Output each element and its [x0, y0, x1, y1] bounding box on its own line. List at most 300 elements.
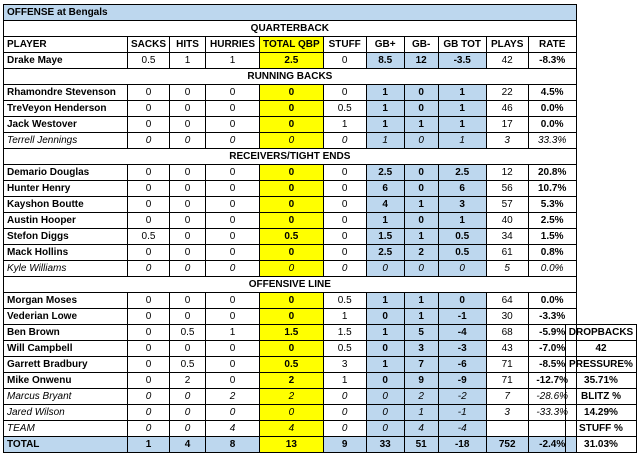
- player-cell: Ben Brown: [4, 325, 128, 341]
- gb-plus-cell: 1: [366, 357, 404, 373]
- player-cell: Will Campbell: [4, 341, 128, 357]
- rate-cell: -12.7%: [528, 373, 576, 389]
- player-row: [4, 293, 577, 309]
- hits-cell: 0: [170, 421, 206, 437]
- plays-cell: 5: [486, 261, 528, 277]
- plays-cell: 30: [486, 309, 528, 325]
- total-qbp-cell: 0: [260, 213, 324, 229]
- plays-cell: 71: [486, 373, 528, 389]
- player-row: [4, 389, 577, 405]
- column-header: PLAYS: [486, 37, 528, 53]
- player-cell: Kayshon Boutte: [4, 197, 128, 213]
- sacks-cell: 0: [128, 245, 170, 261]
- rate-cell: 0.0%: [528, 117, 576, 133]
- total-qbp-cell: 2: [260, 389, 324, 405]
- gb-total-cell: 0.5: [438, 245, 486, 261]
- stuff-cell: 0: [323, 85, 366, 101]
- player-cell: Marcus Bryant: [4, 389, 128, 405]
- stuff-cell: 0.5: [323, 341, 366, 357]
- gb-minus-cell: 1: [404, 197, 438, 213]
- gb-total-cell: -3: [438, 341, 486, 357]
- rate-cell: 0.0%: [528, 101, 576, 117]
- gb-total-cell: 0: [438, 293, 486, 309]
- column-header: SACKS: [128, 37, 170, 53]
- player-row: [4, 181, 577, 197]
- sacks-cell: 0: [128, 117, 170, 133]
- player-cell: Mack Hollins: [4, 245, 128, 261]
- sacks-cell: 0: [128, 165, 170, 181]
- column-header: HURRIES: [206, 37, 260, 53]
- section-title: RECEIVERS/TIGHT ENDS: [4, 149, 577, 165]
- hurries-cell: 1: [206, 325, 260, 341]
- gb-minus-cell: 0: [404, 261, 438, 277]
- player-cell: Morgan Moses: [4, 293, 128, 309]
- summary-label: PRESSURE%: [566, 357, 637, 373]
- plays-cell: 57: [486, 197, 528, 213]
- gb-total-cell: 1: [438, 213, 486, 229]
- gb-minus-cell: 0: [404, 213, 438, 229]
- player-row: [4, 229, 577, 245]
- player-row: [4, 53, 577, 69]
- hits-cell: 0: [170, 213, 206, 229]
- rate-cell: 1.5%: [528, 229, 576, 245]
- hurries-cell: 0: [206, 341, 260, 357]
- sacks-cell: 0: [128, 373, 170, 389]
- rate-cell: 0.8%: [528, 245, 576, 261]
- player-row: [4, 197, 577, 213]
- total-qbp-cell: 0: [260, 133, 324, 149]
- gb-minus-cell: 1: [404, 405, 438, 421]
- sacks-cell: 0: [128, 197, 170, 213]
- stuff-cell: 0: [323, 261, 366, 277]
- gb-total-cell: -2: [438, 389, 486, 405]
- hits-cell: 0: [170, 181, 206, 197]
- total-qbp-cell: 0: [260, 405, 324, 421]
- gb-minus-cell: 1: [404, 117, 438, 133]
- gb-plus-cell: 2.5: [366, 245, 404, 261]
- total-qbp-cell: 0: [260, 181, 324, 197]
- section-header-row: [4, 149, 577, 165]
- total-qbp-cell: 0: [260, 165, 324, 181]
- gb-plus-cell: 1: [366, 293, 404, 309]
- hurries-cell: 0: [206, 357, 260, 373]
- stuff-cell: 3: [323, 357, 366, 373]
- rate-cell: 33.3%: [528, 133, 576, 149]
- gb-minus-cell: 0: [404, 85, 438, 101]
- gb-minus-cell: 2: [404, 389, 438, 405]
- player-cell: Kyle Williams: [4, 261, 128, 277]
- rate-cell: 0.0%: [528, 261, 576, 277]
- hits-cell: 0: [170, 293, 206, 309]
- player-cell: Hunter Henry: [4, 181, 128, 197]
- summary-label-row: [566, 357, 637, 373]
- gb-total-cell: 6: [438, 181, 486, 197]
- rate-cell: -8.3%: [528, 53, 576, 69]
- total-qbp-cell: 0.5: [260, 229, 324, 245]
- summary-value: 42: [566, 341, 637, 357]
- hurries-cell: 0: [206, 405, 260, 421]
- player-cell: TEAM: [4, 421, 128, 437]
- stuff-cell: 0: [323, 133, 366, 149]
- player-cell: Demario Douglas: [4, 165, 128, 181]
- hits-cell: 0.5: [170, 325, 206, 341]
- gb-total-cell: 0: [438, 261, 486, 277]
- gb-plus-cell: 1: [366, 117, 404, 133]
- stuff-cell: 0: [323, 213, 366, 229]
- sacks-cell: 0: [128, 181, 170, 197]
- hurries-cell: 2: [206, 389, 260, 405]
- rate-cell: -3.3%: [528, 309, 576, 325]
- summary-stats-table: [565, 324, 637, 453]
- total-stuff-cell: 9: [323, 437, 366, 453]
- summary-label-row: [566, 325, 637, 341]
- gb-plus-cell: 1: [366, 325, 404, 341]
- sacks-cell: 0: [128, 421, 170, 437]
- summary-label: DROPBACKS: [566, 325, 637, 341]
- gb-plus-cell: 1: [366, 133, 404, 149]
- stuff-cell: 0: [323, 53, 366, 69]
- hurries-cell: 0: [206, 309, 260, 325]
- hurries-cell: 0: [206, 293, 260, 309]
- player-cell: TreVeyon Henderson: [4, 101, 128, 117]
- rate-cell: 0.0%: [528, 293, 576, 309]
- gb-total-cell: -1: [438, 309, 486, 325]
- gb-plus-cell: 0: [366, 421, 404, 437]
- plays-cell: 71: [486, 357, 528, 373]
- rate-cell: 20.8%: [528, 165, 576, 181]
- gb-plus-cell: 1.5: [366, 229, 404, 245]
- gb-minus-cell: 0: [404, 133, 438, 149]
- stuff-cell: 0: [323, 389, 366, 405]
- plays-cell: 7: [486, 389, 528, 405]
- player-cell: Mike Onwenu: [4, 373, 128, 389]
- stuff-cell: 0: [323, 229, 366, 245]
- player-cell: Jack Westover: [4, 117, 128, 133]
- hurries-cell: 0: [206, 373, 260, 389]
- total-qbp-cell: 0: [260, 85, 324, 101]
- gb-total-cell: -9: [438, 373, 486, 389]
- hurries-cell: 0: [206, 133, 260, 149]
- total-player-cell: TOTAL: [4, 437, 128, 453]
- gb-total-cell: -3.5: [438, 53, 486, 69]
- stuff-cell: 0.5: [323, 101, 366, 117]
- stuff-cell: 1: [323, 373, 366, 389]
- total-total-qbp-cell: 13: [260, 437, 324, 453]
- gb-total-cell: 2.5: [438, 165, 486, 181]
- hits-cell: 0: [170, 405, 206, 421]
- gb-plus-cell: 0: [366, 261, 404, 277]
- gb-plus-cell: 0: [366, 373, 404, 389]
- gb-minus-cell: 9: [404, 373, 438, 389]
- section-header-row: [4, 69, 577, 85]
- rate-cell: 2.5%: [528, 213, 576, 229]
- gb-minus-cell: 2: [404, 245, 438, 261]
- sheet-title: OFFENSE at Bengals: [4, 5, 577, 21]
- player-cell: Rhamondre Stevenson: [4, 85, 128, 101]
- gb-plus-cell: 6: [366, 181, 404, 197]
- summary-label-row: [566, 389, 637, 405]
- sacks-cell: 0: [128, 293, 170, 309]
- sacks-cell: 0: [128, 309, 170, 325]
- hurries-cell: 0: [206, 229, 260, 245]
- gb-minus-cell: 7: [404, 357, 438, 373]
- hurries-cell: 0: [206, 181, 260, 197]
- plays-cell: 64: [486, 293, 528, 309]
- gb-plus-cell: 8.5: [366, 53, 404, 69]
- sacks-cell: 0.5: [128, 229, 170, 245]
- player-row: [4, 85, 577, 101]
- player-row: [4, 245, 577, 261]
- section-header-row: [4, 21, 577, 37]
- gb-plus-cell: 1: [366, 213, 404, 229]
- player-cell: Vederian Lowe: [4, 309, 128, 325]
- hurries-cell: 0: [206, 101, 260, 117]
- gb-total-cell: 1: [438, 133, 486, 149]
- rate-cell: -8.5%: [528, 357, 576, 373]
- summary-value-row: [566, 405, 637, 421]
- hurries-cell: 0: [206, 213, 260, 229]
- sacks-cell: 0: [128, 341, 170, 357]
- gb-plus-cell: 1: [366, 85, 404, 101]
- plays-cell: 40: [486, 213, 528, 229]
- player-row: [4, 117, 577, 133]
- stuff-cell: 0.5: [323, 293, 366, 309]
- sacks-cell: 0: [128, 357, 170, 373]
- gb-total-cell: -6: [438, 357, 486, 373]
- gb-total-cell: 0.5: [438, 229, 486, 245]
- hurries-cell: 0: [206, 261, 260, 277]
- hits-cell: 0: [170, 165, 206, 181]
- summary-value-row: [566, 341, 637, 357]
- gb-minus-cell: 4: [404, 421, 438, 437]
- section-title: QUARTERBACK: [4, 21, 577, 37]
- plays-cell: [486, 421, 528, 437]
- player-row: [4, 133, 577, 149]
- hits-cell: 0: [170, 229, 206, 245]
- total-qbp-cell: 2: [260, 373, 324, 389]
- gb-total-cell: -1: [438, 405, 486, 421]
- stuff-cell: 1: [323, 309, 366, 325]
- total-qbp-cell: 0.5: [260, 357, 324, 373]
- player-row: [4, 309, 577, 325]
- plays-cell: 3: [486, 133, 528, 149]
- gb-total-cell: 1: [438, 85, 486, 101]
- gb-minus-cell: 1: [404, 309, 438, 325]
- column-header: TOTAL QBP: [260, 37, 324, 53]
- rate-cell: -5.9%: [528, 325, 576, 341]
- player-row: [4, 101, 577, 117]
- player-cell: Austin Hooper: [4, 213, 128, 229]
- player-cell: Jared Wilson: [4, 405, 128, 421]
- hits-cell: 0: [170, 389, 206, 405]
- hits-cell: 1: [170, 53, 206, 69]
- column-header: PLAYER: [4, 37, 128, 53]
- plays-cell: 3: [486, 405, 528, 421]
- plays-cell: 34: [486, 229, 528, 245]
- total-qbp-cell: 2.5: [260, 53, 324, 69]
- column-header: RATE: [528, 37, 576, 53]
- sacks-cell: 0: [128, 261, 170, 277]
- player-row: [4, 165, 577, 181]
- hurries-cell: 0: [206, 197, 260, 213]
- plays-cell: 61: [486, 245, 528, 261]
- hits-cell: 0: [170, 133, 206, 149]
- hurries-cell: 0: [206, 165, 260, 181]
- gb-plus-cell: 0: [366, 389, 404, 405]
- plays-cell: 46: [486, 101, 528, 117]
- total-qbp-cell: 1.5: [260, 325, 324, 341]
- hurries-cell: 1: [206, 53, 260, 69]
- stuff-cell: 0: [323, 165, 366, 181]
- plays-cell: 17: [486, 117, 528, 133]
- plays-cell: 42: [486, 53, 528, 69]
- hits-cell: 0: [170, 309, 206, 325]
- plays-cell: 56: [486, 181, 528, 197]
- total-qbp-cell: 4: [260, 421, 324, 437]
- summary-value: 14.29%: [566, 405, 637, 421]
- plays-cell: 68: [486, 325, 528, 341]
- gb-total-cell: 1: [438, 117, 486, 133]
- hits-cell: 0: [170, 341, 206, 357]
- hurries-cell: 0: [206, 117, 260, 133]
- stuff-cell: 1.5: [323, 325, 366, 341]
- offense-stats-table: [3, 4, 577, 453]
- hits-cell: 0.5: [170, 357, 206, 373]
- hits-cell: 0: [170, 245, 206, 261]
- hurries-cell: 4: [206, 421, 260, 437]
- gb-plus-cell: 0: [366, 341, 404, 357]
- rate-cell: -33.3%: [528, 405, 576, 421]
- total-hurries-cell: 8: [206, 437, 260, 453]
- gb-total-cell: 3: [438, 197, 486, 213]
- hits-cell: 2: [170, 373, 206, 389]
- summary-value: 35.71%: [566, 373, 637, 389]
- section-title: RUNNING BACKS: [4, 69, 577, 85]
- total-qbp-cell: 0: [260, 261, 324, 277]
- hurries-cell: 0: [206, 245, 260, 261]
- plays-cell: 22: [486, 85, 528, 101]
- player-cell: Drake Maye: [4, 53, 128, 69]
- rate-cell: 5.3%: [528, 197, 576, 213]
- total-row: [4, 437, 577, 453]
- sacks-cell: 0: [128, 85, 170, 101]
- section-header-row: [4, 277, 577, 293]
- total-rate-cell: -2.4%: [528, 437, 576, 453]
- gb-total-cell: -4: [438, 325, 486, 341]
- gb-total-cell: 1: [438, 101, 486, 117]
- total-gb-minus-cell: 51: [404, 437, 438, 453]
- stuff-cell: 0: [323, 421, 366, 437]
- column-header: HITS: [170, 37, 206, 53]
- column-header-row: [4, 37, 577, 53]
- summary-label: BLITZ %: [566, 389, 637, 405]
- hits-cell: 0: [170, 101, 206, 117]
- gb-total-cell: -4: [438, 421, 486, 437]
- player-row: [4, 325, 577, 341]
- sacks-cell: 0: [128, 133, 170, 149]
- summary-value-row: [566, 437, 637, 453]
- summary-label: STUFF %: [566, 421, 637, 437]
- total-qbp-cell: 0: [260, 309, 324, 325]
- gb-plus-cell: 1: [366, 101, 404, 117]
- summary-value: 31.03%: [566, 437, 637, 453]
- hits-cell: 0: [170, 117, 206, 133]
- player-row: [4, 213, 577, 229]
- gb-minus-cell: 12: [404, 53, 438, 69]
- total-qbp-cell: 0: [260, 293, 324, 309]
- column-header: GB TOT: [438, 37, 486, 53]
- player-row: [4, 341, 577, 357]
- gb-minus-cell: 0: [404, 165, 438, 181]
- player-cell: Terrell Jennings: [4, 133, 128, 149]
- stuff-cell: 0: [323, 245, 366, 261]
- sacks-cell: 0.5: [128, 53, 170, 69]
- stuff-cell: 0: [323, 181, 366, 197]
- section-title: OFFENSIVE LINE: [4, 277, 577, 293]
- player-cell: Garrett Bradbury: [4, 357, 128, 373]
- total-gb-plus-cell: 33: [366, 437, 404, 453]
- gb-minus-cell: 0: [404, 181, 438, 197]
- sacks-cell: 0: [128, 405, 170, 421]
- player-row: [4, 405, 577, 421]
- sacks-cell: 0: [128, 325, 170, 341]
- hurries-cell: 0: [206, 85, 260, 101]
- stuff-cell: 0: [323, 197, 366, 213]
- hits-cell: 0: [170, 197, 206, 213]
- total-qbp-cell: 0: [260, 101, 324, 117]
- total-sacks-cell: 1: [128, 437, 170, 453]
- total-qbp-cell: 0: [260, 117, 324, 133]
- plays-cell: 12: [486, 165, 528, 181]
- gb-minus-cell: 1: [404, 229, 438, 245]
- sacks-cell: 0: [128, 101, 170, 117]
- total-qbp-cell: 0: [260, 197, 324, 213]
- total-hits-cell: 4: [170, 437, 206, 453]
- total-plays-cell: 752: [486, 437, 528, 453]
- column-header: STUFF: [323, 37, 366, 53]
- player-row: [4, 261, 577, 277]
- player-cell: Stefon Diggs: [4, 229, 128, 245]
- player-row: [4, 357, 577, 373]
- gb-plus-cell: 4: [366, 197, 404, 213]
- sacks-cell: 0: [128, 213, 170, 229]
- gb-plus-cell: 0: [366, 405, 404, 421]
- summary-value-row: [566, 373, 637, 389]
- sacks-cell: 0: [128, 389, 170, 405]
- total-qbp-cell: 0: [260, 341, 324, 357]
- plays-cell: 43: [486, 341, 528, 357]
- total-gb-total-cell: -18: [438, 437, 486, 453]
- gb-minus-cell: 1: [404, 293, 438, 309]
- hits-cell: 0: [170, 261, 206, 277]
- player-row: [4, 373, 577, 389]
- stuff-cell: 0: [323, 405, 366, 421]
- stuff-cell: 1: [323, 117, 366, 133]
- summary-label-row: [566, 421, 637, 437]
- gb-minus-cell: 3: [404, 341, 438, 357]
- rate-cell: 4.5%: [528, 85, 576, 101]
- column-header: GB+: [366, 37, 404, 53]
- total-qbp-cell: 0: [260, 245, 324, 261]
- rate-cell: -7.0%: [528, 341, 576, 357]
- rate-cell: -28.6%: [528, 389, 576, 405]
- player-row: [4, 421, 577, 437]
- gb-minus-cell: 5: [404, 325, 438, 341]
- gb-plus-cell: 2.5: [366, 165, 404, 181]
- gb-minus-cell: 0: [404, 101, 438, 117]
- gb-plus-cell: 0: [366, 309, 404, 325]
- hits-cell: 0: [170, 85, 206, 101]
